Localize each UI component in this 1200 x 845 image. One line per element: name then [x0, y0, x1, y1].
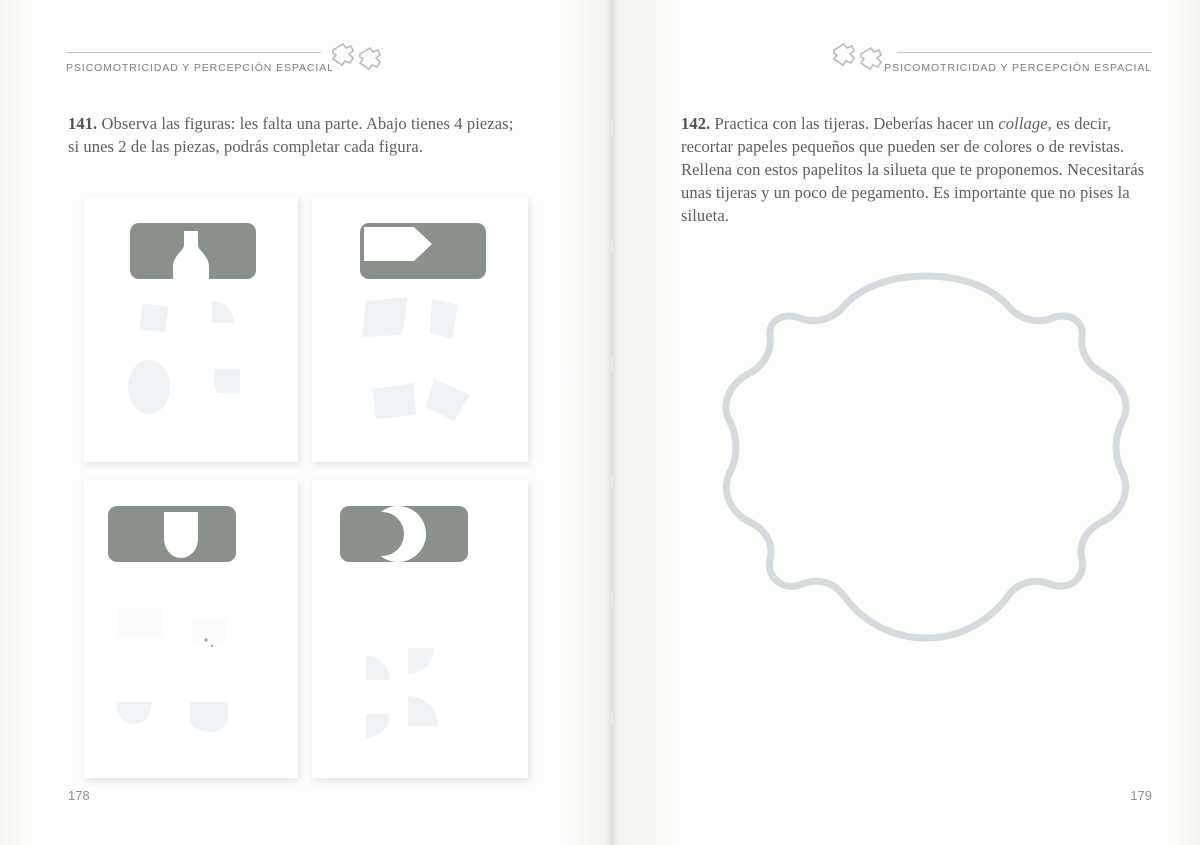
page-number-right: 179 — [1130, 788, 1152, 803]
collage-silhouette-outline — [716, 262, 1136, 682]
header-rule-right — [897, 52, 1152, 53]
spine-stitch — [610, 474, 613, 490]
spine-stitch — [610, 120, 613, 136]
exercise-142-intro — [681, 112, 1151, 227]
exercise-142-text-before: Practica con las tijeras. Deberías hacer un — [710, 114, 999, 133]
card-figure-moon[interactable] — [312, 480, 528, 778]
exercise-142-text-after: , es decir, recortar papeles pequeños que pueden ser de colores o de revistas. Rellena con estos papelitos la silueta que te proponemos. Necesitarás unas tijeras y un poco de pegamento. Es importante que no pises la silueta. — [681, 114, 1145, 225]
exercise-142-emphasis: collage — [998, 114, 1048, 133]
puzzle-pieces-icon — [327, 38, 389, 76]
spine-stitch — [610, 238, 613, 254]
pieces-group — [84, 197, 298, 462]
puzzle-pieces-icon — [828, 38, 890, 76]
spine-stitch — [610, 356, 613, 372]
card-figure-bottle[interactable] — [84, 197, 298, 462]
exercise-141-text: Observa las figuras: les falta una parte. Abajo tienes 4 piezas; si unes 2 de las piezas, podrás completar cada figura. — [68, 114, 514, 156]
card-figure-arrow[interactable] — [312, 197, 528, 462]
running-head-right: PSICOMOTRICIDAD Y PERCEPCIÓN ESPACIAL — [884, 62, 1152, 74]
arrow-shape — [312, 197, 528, 462]
running-head-left: PSICOMOTRICIDAD Y PERCEPCIÓN ESPACIAL — [66, 62, 334, 74]
exercise-141-number: 141. — [68, 114, 98, 133]
header-rule-left — [66, 52, 321, 53]
page-number-left: 178 — [68, 788, 90, 803]
moon-shape — [312, 480, 528, 778]
exercise-142-number: 142. — [681, 114, 711, 133]
spine-stitch — [610, 592, 613, 608]
cup-shape — [84, 480, 298, 778]
card-figure-cup[interactable] — [84, 480, 298, 778]
spine-stitch — [610, 710, 613, 726]
exercise-141-intro — [68, 112, 528, 158]
